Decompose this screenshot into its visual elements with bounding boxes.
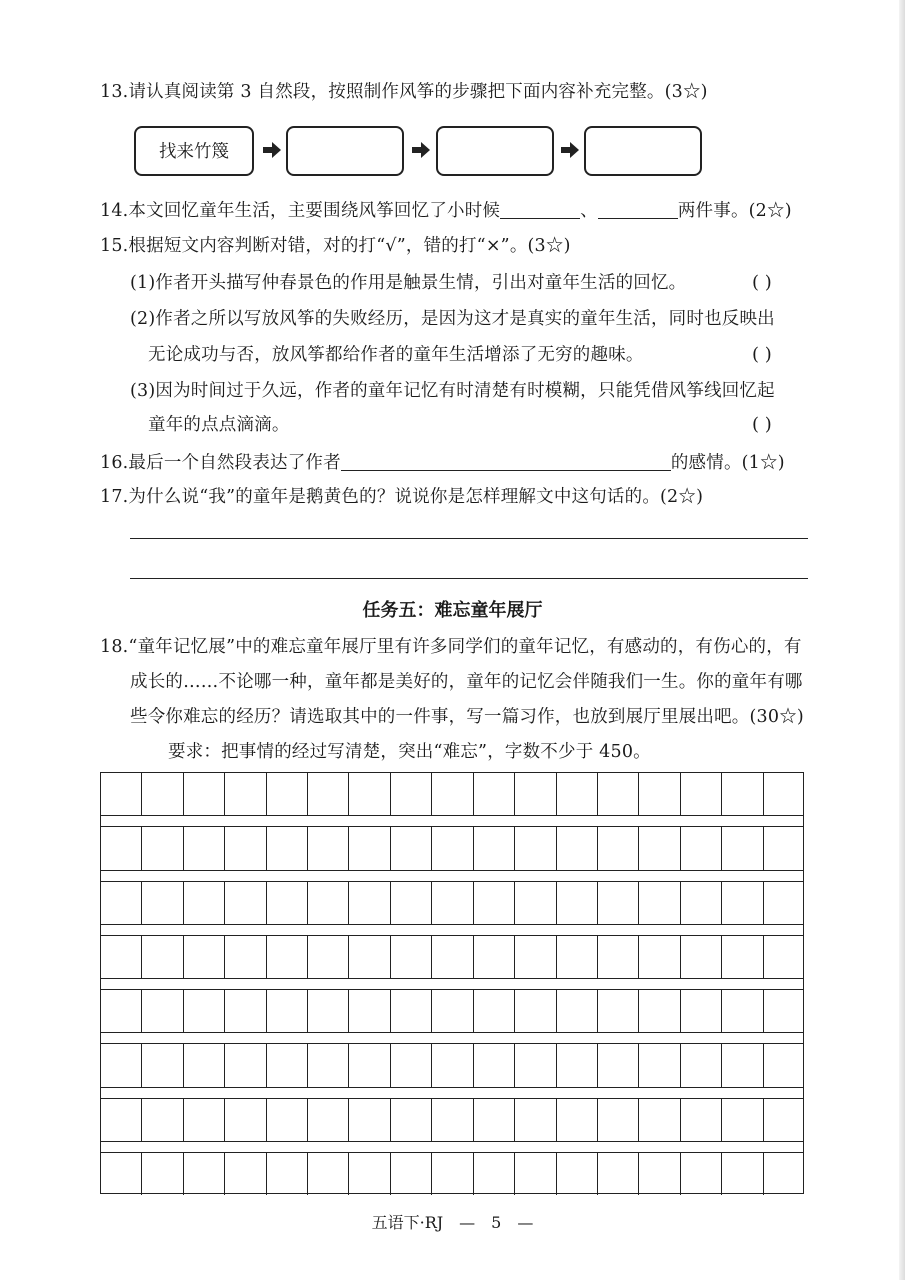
grid-cell[interactable] (101, 1099, 142, 1141)
grid-cell[interactable] (267, 882, 308, 924)
grid-cell[interactable] (184, 936, 225, 978)
step-box-3[interactable] (436, 126, 554, 176)
q15-answer-paren-2[interactable]: ( ) (752, 344, 772, 365)
grid-cell[interactable] (764, 990, 805, 1032)
grid-cell[interactable] (101, 827, 142, 869)
grid-cell[interactable] (391, 773, 432, 815)
q15-item-2-line2: 无论成功与否，放风筝都给作者的童年生活增添了无穷的趣味。 (148, 345, 644, 365)
grid-cell[interactable] (557, 773, 598, 815)
grid-cell[interactable] (764, 1153, 805, 1195)
q15-item-3-line2: 童年的点点滴滴。 (148, 415, 290, 435)
grid-cell[interactable] (681, 1099, 722, 1141)
grid-cell[interactable] (391, 882, 432, 924)
grid-cell[interactable] (432, 882, 473, 924)
grid-cell[interactable] (598, 882, 639, 924)
q18-requirement: 要求：把事情的经过写清楚，突出“难忘”，字数不少于 450。 (168, 742, 651, 762)
grid-cell[interactable] (184, 1153, 225, 1195)
grid-cell[interactable] (764, 1044, 805, 1086)
q15-item-1: (1)作者开头描写仲春景色的作用是触景生情，引出对童年生活的回忆。 (130, 273, 687, 293)
grid-cell[interactable] (557, 1153, 598, 1195)
grid-cell[interactable] (142, 990, 183, 1032)
grid-cell[interactable] (681, 990, 722, 1032)
grid-cell[interactable] (225, 1153, 266, 1195)
grid-row-spacer (101, 870, 803, 882)
grid-cell[interactable] (515, 773, 556, 815)
grid-cell[interactable] (391, 990, 432, 1032)
grid-cell[interactable] (764, 882, 805, 924)
grid-cell[interactable] (639, 882, 680, 924)
grid-cell[interactable] (432, 936, 473, 978)
grid-cell[interactable] (267, 936, 308, 978)
grid-cell[interactable] (598, 1153, 639, 1195)
grid-cell[interactable] (764, 773, 805, 815)
q18-line-3: 些令你难忘的经历？请选取其中的一件事，写一篇习作，也放到展厅里展出吧。(30☆) (130, 707, 804, 727)
grid-cell[interactable] (639, 1099, 680, 1141)
grid-cell[interactable] (474, 1099, 515, 1141)
grid-cell[interactable] (722, 990, 763, 1032)
grid-cell[interactable] (639, 1044, 680, 1086)
grid-cell[interactable] (184, 990, 225, 1032)
q16-blank[interactable] (341, 450, 671, 471)
grid-cell[interactable] (681, 1153, 722, 1195)
q14-prefix: 14.本文回忆童年生活，主要围绕风筝回忆了小时候 (100, 201, 501, 221)
grid-cell[interactable] (722, 882, 763, 924)
grid-cell[interactable] (267, 1044, 308, 1086)
grid-cell[interactable] (557, 936, 598, 978)
grid-row-spacer (101, 924, 803, 936)
grid-cell[interactable] (639, 1153, 680, 1195)
grid-cell[interactable] (722, 936, 763, 978)
grid-cell[interactable] (101, 773, 142, 815)
grid-cell[interactable] (308, 827, 349, 869)
grid-cell[interactable] (764, 1099, 805, 1141)
grid-cell[interactable] (308, 1153, 349, 1195)
grid-cell[interactable] (515, 882, 556, 924)
grid-cell[interactable] (308, 1099, 349, 1141)
grid-cell[interactable] (225, 936, 266, 978)
grid-cell[interactable] (267, 773, 308, 815)
grid-cell[interactable] (142, 1153, 183, 1195)
grid-cell[interactable] (515, 936, 556, 978)
grid-cell[interactable] (184, 1044, 225, 1086)
grid-cell[interactable] (681, 936, 722, 978)
grid-cell[interactable] (557, 990, 598, 1032)
grid-cell[interactable] (722, 1099, 763, 1141)
grid-cell[interactable] (225, 990, 266, 1032)
grid-row-spacer (101, 1141, 803, 1153)
grid-cell[interactable] (598, 827, 639, 869)
grid-cell[interactable] (349, 1044, 390, 1086)
q14-sep: 、 (580, 201, 598, 221)
grid-cell[interactable] (391, 1153, 432, 1195)
q16-suffix: 的感情。(1☆) (670, 453, 785, 473)
q14-blank-2[interactable] (598, 198, 678, 219)
grid-cell[interactable] (101, 1153, 142, 1195)
page-edge-shadow (899, 0, 905, 1280)
grid-cell[interactable] (225, 773, 266, 815)
grid-cell[interactable] (349, 882, 390, 924)
grid-cell[interactable] (598, 936, 639, 978)
grid-cell[interactable] (474, 990, 515, 1032)
grid-cell[interactable] (142, 773, 183, 815)
grid-cell[interactable] (515, 1153, 556, 1195)
grid-cell[interactable] (432, 1153, 473, 1195)
grid-cell[interactable] (225, 1099, 266, 1141)
grid-cell[interactable] (598, 990, 639, 1032)
task5-title: 任务五：难忘童年展厅 (362, 600, 543, 621)
grid-cell[interactable] (474, 936, 515, 978)
grid-cell[interactable] (142, 827, 183, 869)
writing-grid[interactable] (100, 772, 804, 1194)
step-label-1: 找来竹篾 (159, 142, 229, 162)
grid-cell[interactable] (101, 990, 142, 1032)
grid-cell[interactable] (598, 773, 639, 815)
q18-line-2: 成长的……不论哪一种，童年都是美好的，童年的记忆会伴随我们一生。你的童年有哪 (130, 672, 803, 692)
q17-answer-line-1[interactable] (130, 538, 808, 539)
grid-cell[interactable] (598, 1099, 639, 1141)
q15-answer-paren-3[interactable]: ( ) (752, 414, 772, 435)
grid-cell[interactable] (639, 773, 680, 815)
grid-cell[interactable] (557, 1044, 598, 1086)
grid-cell[interactable] (432, 1099, 473, 1141)
q14-suffix: 两件事。(2☆) (677, 201, 792, 221)
grid-cell[interactable] (515, 1044, 556, 1086)
q16-prompt (100, 450, 785, 475)
grid-cell[interactable] (515, 990, 556, 1032)
grid-cell[interactable] (681, 1044, 722, 1086)
grid-cell[interactable] (764, 827, 805, 869)
grid-cell[interactable] (308, 882, 349, 924)
grid-cell[interactable] (267, 827, 308, 869)
grid-cell[interactable] (142, 882, 183, 924)
grid-cell[interactable] (598, 1044, 639, 1086)
grid-cell[interactable] (391, 1099, 432, 1141)
grid-cell[interactable] (184, 773, 225, 815)
grid-cell[interactable] (639, 827, 680, 869)
grid-cell[interactable] (722, 1044, 763, 1086)
q13-prompt: 13.请认真阅读第 3 自然段，按照制作风筝的步骤把下面内容补充完整。(3☆) (100, 82, 708, 102)
grid-cell[interactable] (764, 936, 805, 978)
step-box-1 (134, 126, 254, 176)
q17-answer-line-2[interactable] (130, 578, 808, 579)
q15-answer-paren-1[interactable]: ( ) (752, 272, 772, 293)
grid-cell[interactable] (474, 773, 515, 815)
grid-cell[interactable] (225, 882, 266, 924)
arrow-right-icon (411, 140, 431, 160)
grid-cell[interactable] (101, 936, 142, 978)
grid-cell[interactable] (184, 882, 225, 924)
q14-blank-1[interactable] (500, 198, 580, 219)
grid-cell[interactable] (308, 773, 349, 815)
grid-cell[interactable] (142, 936, 183, 978)
q15-item-2-line1: (2)作者之所以写放风筝的失败经历，是因为这才是真实的童年生活，同时也反映出 (130, 309, 775, 329)
grid-cell[interactable] (391, 936, 432, 978)
grid-cell[interactable] (308, 1044, 349, 1086)
grid-cell[interactable] (101, 882, 142, 924)
arrow-right-icon (262, 140, 282, 160)
grid-cell[interactable] (639, 936, 680, 978)
grid-cell[interactable] (267, 1099, 308, 1141)
grid-cell[interactable] (722, 773, 763, 815)
grid-cell[interactable] (391, 1044, 432, 1086)
grid-row-spacer (101, 978, 803, 990)
q18-line-1: 18.“童年记忆展”中的难忘童年展厅里有许多同学们的童年记忆，有感动的，有伤心的，有 (100, 637, 802, 657)
grid-cell[interactable] (474, 882, 515, 924)
arrow-right-icon (560, 140, 580, 160)
grid-cell[interactable] (432, 990, 473, 1032)
grid-cell[interactable] (557, 1099, 598, 1141)
q15-item-3-line1: (3)因为时间过于久远，作者的童年记忆有时清楚有时模糊，只能凭借风筝线回忆起 (130, 381, 775, 401)
grid-cell[interactable] (722, 1153, 763, 1195)
grid-cell[interactable] (184, 827, 225, 869)
grid-cell[interactable] (474, 1153, 515, 1195)
grid-cell[interactable] (349, 936, 390, 978)
grid-cell[interactable] (432, 773, 473, 815)
grid-cell[interactable] (142, 1044, 183, 1086)
q15-prompt: 15.根据短文内容判断对错，对的打“√”，错的打“×”。(3☆) (100, 236, 571, 256)
step-box-4[interactable] (584, 126, 702, 176)
grid-row-spacer (101, 1032, 803, 1044)
grid-cell[interactable] (681, 882, 722, 924)
grid-cell[interactable] (681, 827, 722, 869)
grid-cell[interactable] (515, 1099, 556, 1141)
grid-cell[interactable] (349, 1099, 390, 1141)
grid-cell[interactable] (557, 827, 598, 869)
grid-cell[interactable] (142, 1099, 183, 1141)
step-box-2[interactable] (286, 126, 404, 176)
grid-cell[interactable] (225, 1044, 266, 1086)
grid-cell[interactable] (639, 990, 680, 1032)
page-footer: 五语下·RJ — 5 — (371, 1213, 534, 1232)
q14-prompt (100, 198, 792, 223)
grid-cell[interactable] (101, 1044, 142, 1086)
q16-prefix: 16.最后一个自然段表达了作者 (100, 453, 341, 473)
grid-cell[interactable] (681, 773, 722, 815)
grid-cell[interactable] (184, 1099, 225, 1141)
grid-cell[interactable] (432, 827, 473, 869)
grid-cell[interactable] (432, 1044, 473, 1086)
grid-cell[interactable] (267, 990, 308, 1032)
grid-cell[interactable] (349, 990, 390, 1032)
grid-cell[interactable] (225, 827, 266, 869)
grid-cell[interactable] (349, 1153, 390, 1195)
grid-cell[interactable] (267, 1153, 308, 1195)
grid-cell[interactable] (515, 827, 556, 869)
grid-cell[interactable] (349, 827, 390, 869)
grid-cell[interactable] (349, 773, 390, 815)
grid-cell[interactable] (557, 882, 598, 924)
grid-cell[interactable] (474, 827, 515, 869)
grid-row-spacer (101, 815, 803, 827)
grid-cell[interactable] (391, 827, 432, 869)
grid-cell[interactable] (308, 936, 349, 978)
grid-row-spacer (101, 1087, 803, 1099)
grid-cell[interactable] (722, 827, 763, 869)
grid-cell[interactable] (308, 990, 349, 1032)
grid-cell[interactable] (474, 1044, 515, 1086)
q17-prompt: 17.为什么说“我”的童年是鹅黄色的？说说你是怎样理解文中这句话的。(2☆) (100, 487, 704, 507)
